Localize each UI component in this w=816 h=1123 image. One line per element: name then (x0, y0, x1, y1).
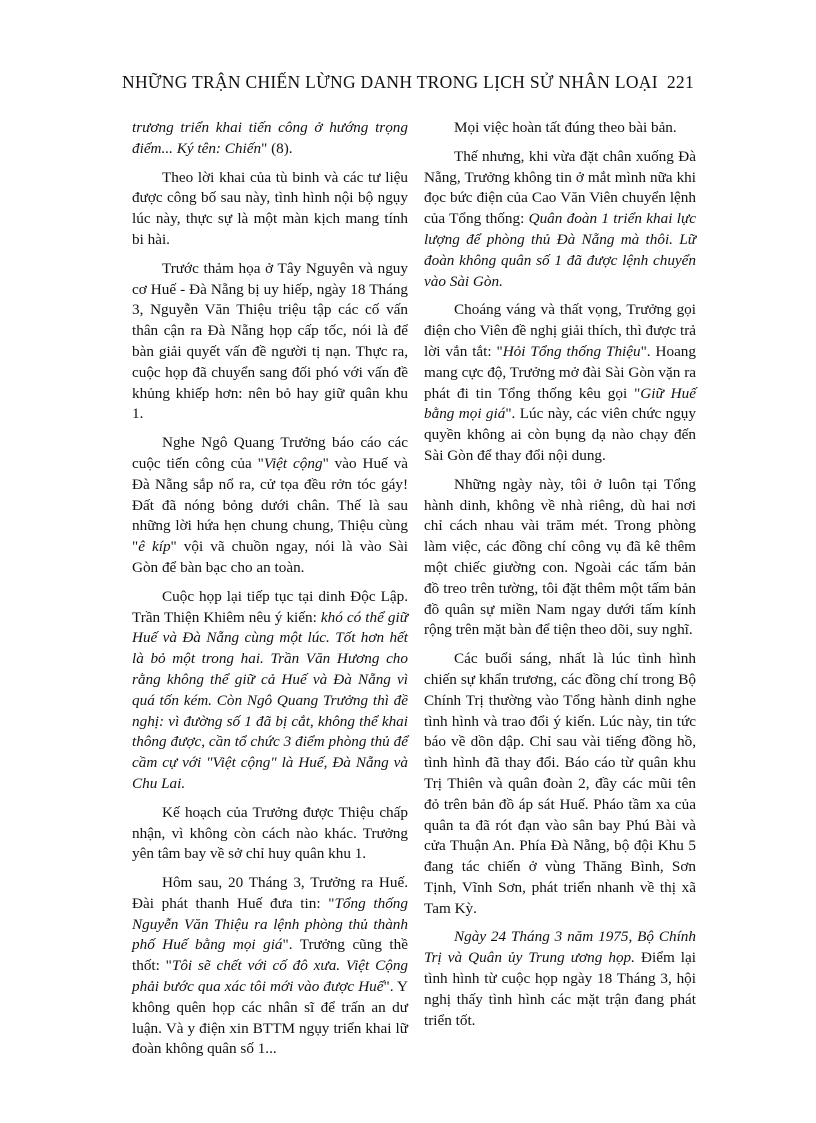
paragraph (132, 873, 408, 1060)
text-run: Choáng váng và thất vọng, Trưởng gọi điện cho Viên đề nghị giải thích, thì được trả lời vắn tắt: " (424, 301, 696, 360)
italic-text: Ngày 24 Tháng 3 năm 1975, Bộ Chính Trị và Quân ủy Trung ương họp. (424, 928, 696, 967)
text-run: Trước thảm họa ở Tây Nguyên và nguy cơ Huế - Đà Nẵng bị uy hiếp, ngày 18 Tháng 3, Nguyễn Văn Thiệu triệu tập các cố vấn thân cận ra Đà Nẵng họp cấp tốc, nói là để bàn giải quyết vấn đề người tị nạn. Thực ra, cuộc họp đã chuyển sang đối phó với vấn đề khủng khiếp hơn: nên bỏ hay giữ quân khu 1. (132, 259, 408, 423)
italic-text: ê kíp (138, 538, 171, 556)
paragraph (132, 259, 408, 425)
running-title: NHỮNG TRẬN CHIẾN LỪNG DANH TRONG LỊCH SỬ NHÂN LOẠI (122, 72, 658, 92)
italic-text: trương triển khai tiến công ở hướng trọng điểm... Ký tên: Chiến (132, 119, 408, 157)
text-run: Nghe Ngô Quang Trưởng báo cáo các cuộc tiến công của " (132, 434, 408, 472)
text-run: " vào Huế và Đà Nẵng sắp nổ ra, cử tọa đều rởn tóc gáy! Đất đã nóng bỏng dưới chân. Thế là sau những lời hứa hẹn chung chung, Thiệu cùng " (132, 454, 408, 556)
italic-text: Tổng thống Nguyễn Văn Thiệu ra lệnh phòng thủ thành phố Huế bằng mọi giá (132, 894, 408, 954)
paragraph (132, 118, 408, 160)
text-run: Điểm lại tình hình từ cuộc họp ngày 18 Tháng 3, hội nghị thấy tình hình các mặt trận đang phát triển tốt. (424, 949, 696, 1029)
text-run: Hôm sau, 20 Tháng 3, Trưởng ra Huế. Đài phát thanh Huế đưa tin: " (132, 874, 408, 912)
paragraph (132, 433, 408, 579)
left-column (132, 118, 408, 1068)
running-header (122, 72, 694, 93)
page-number: 221 (666, 72, 694, 92)
paragraph (424, 147, 696, 293)
text-run: Mọi việc hoàn tất đúng theo bài bản. (454, 119, 677, 136)
italic-text: Quân đoàn 1 triển khai lực lượng để phòng thủ Đà Nẵng mà thôi. Lữ đoàn không quân số 1 đã được lệnh chuyển vào Sài Gòn. (424, 210, 696, 290)
text-run: Cuộc họp lại tiếp tục tại dinh Độc Lập. Trần Thiện Khiêm nêu ý kiến: (132, 587, 408, 626)
text-run: Các buổi sáng, nhất là lúc tình hình chiến sự khẩn trương, các đồng chí trong Bộ Chính Trị thường vào Tổng hành dinh nghe tình hình và trao đổi ý kiến. Lúc này, tin tức báo về dồn dập. Chỉ sau vài tiếng đồng hồ, tình hình đã thay đổi. Báo cáo từ quân khu Trị Thiên và quân đoàn 2, đầy các mũi tên đỏ trên bản đồ áp sát Huế. Pháo tầm xa của quân ta đã rót đạn vào sân bay Phú Bài và cửa Thuận An. Phía Đà Nẵng, bộ đội Khu 5 đang tác chiến ở vùng Thăng Bình, Sơn Tịnh, Vĩnh Sơn, phát triển nhanh về thị xã Tam Kỳ. (424, 650, 696, 917)
right-column (424, 118, 696, 1039)
paragraph (424, 475, 696, 641)
italic-text: Giữ Huế bằng mọi giá (424, 384, 696, 423)
text-run: " vội vã chuồn ngay, nói là vào Sài Gòn để bàn bạc cho an toàn. (132, 538, 409, 576)
text-run: Kế hoạch của Trưởng được Thiệu chấp nhận, vì không còn cách nào khác. Trưởng yên tâm bay về sở chỉ huy quân khu 1. (132, 803, 408, 863)
italic-text: khó có thể giữ Huế và Đà Nẵng cùng một lúc. Tốt hơn hết là bỏ một trong hai. Trần Văn Hương cho rằng không thể giữ cả Huế và Đà Nẵng vì quá tốn kém. Còn Ngô Quang Trưởng thì đề nghị: vì đường số 1 đã bị cắt, không thể khai thông được, cần tổ chức 3 điểm phòng thủ để cầm cự với "Việt cộng" là Huế, Đà Nẵng và Chu Lai. (132, 608, 408, 792)
paragraph (132, 587, 408, 795)
italic-text: Việt cộng (263, 454, 323, 472)
text-run: Những ngày này, tôi ở luôn tại Tổng hành dinh, không về nhà riêng, dù hai nơi chỉ cách nhau vài trăm mét. Trong phòng làm việc, các đồng chí công vụ đã kê thêm một chiếc giường con. Ngoài các tấm bản đồ treo trên tường, tôi đặt thêm một tấm bản đồ quân sự miền Nam ngay dưới tấm kính rộng trên mặt bàn để tiện theo dõi, suy nghĩ. (424, 475, 696, 639)
text-run: ". Trưởng cũng thề thốt: " (132, 936, 408, 975)
paragraph (132, 168, 408, 251)
paragraph (424, 927, 696, 1031)
paragraph (424, 300, 696, 466)
text-run: ". Lúc này, các viên chức ngụy quyền không ai còn bụng dạ nào chạy đến Sài Gòn để thay đổi nội dung. (424, 405, 696, 464)
text-run: ". Y không quên họp các nhân sĩ để trấn an dư luận. Và y điện xin BTTM ngụy triển khai lữ đoàn không quân số 1... (132, 978, 408, 1058)
italic-text: Hỏi Tổng thống Thiệu (502, 342, 641, 360)
text-run: Thế nhưng, khi vừa đặt chân xuống Đà Nẵng, Trưởng không tin ở mắt mình nữa khi đọc bức điện của Cao Văn Viên chuyển lệnh của Tổng thống: (424, 147, 696, 228)
paragraph (424, 118, 696, 139)
paragraph (132, 803, 408, 865)
text-run: Theo lời khai của tù binh và các tư liệu được công bố sau này, tình hình nội bộ ngụy lúc này, thực sự là một màn kịch mang tính bi hài. (132, 168, 408, 248)
italic-text: Tôi sẽ chết với cố đô xưa. Việt Cộng phải bước qua xác tôi mới vào được Huế (132, 957, 409, 996)
paragraph (424, 649, 696, 919)
text-run: " (8). (261, 139, 293, 157)
text-run: ". Hoang mang cực độ, Trưởng mở đài Sài Gòn vặn ra phát đi tin Tổng thống kêu gọi " (424, 342, 696, 402)
